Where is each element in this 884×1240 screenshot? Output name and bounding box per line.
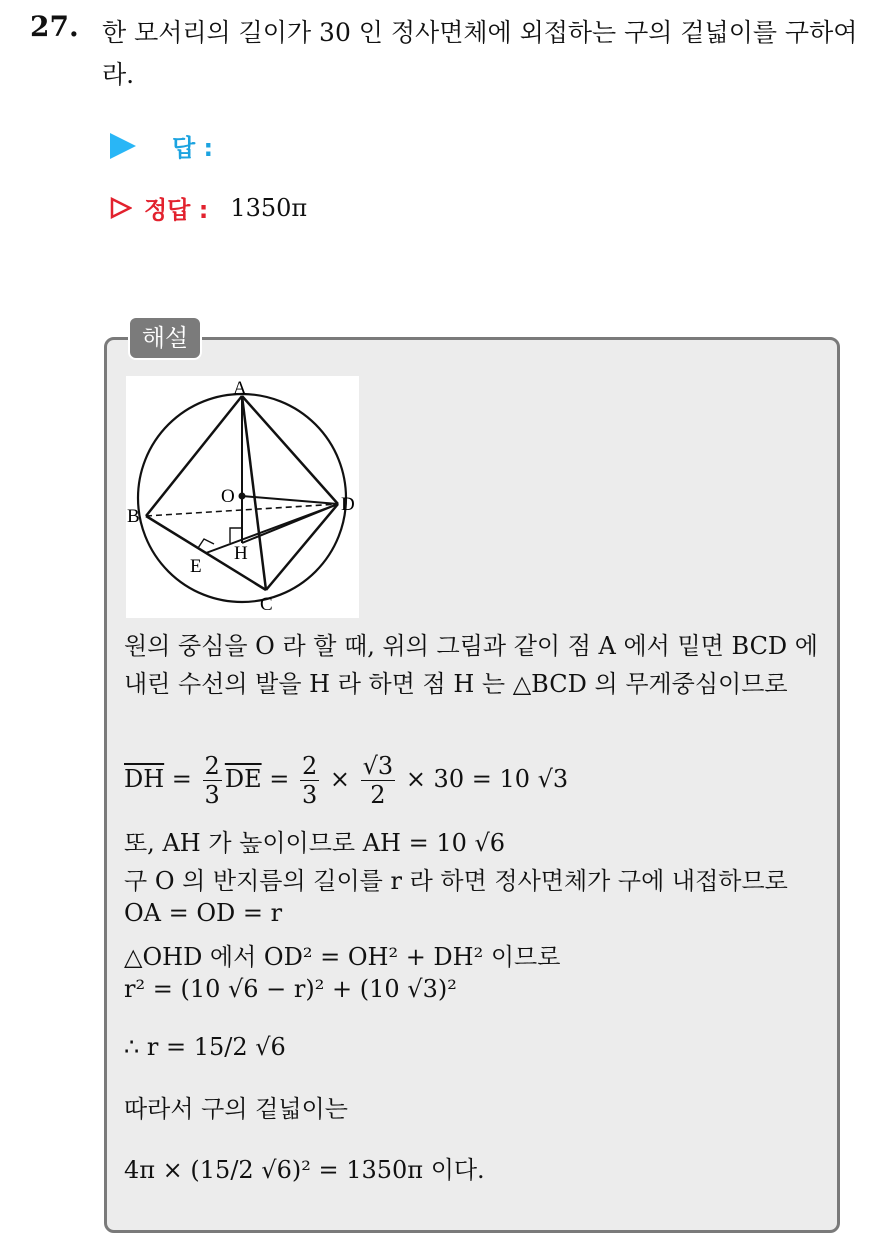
equation-line: r² = (10 √6 − r)² + (10 √3)² [124, 975, 457, 1003]
correct-answer-label: 정답 : [144, 196, 209, 224]
correct-answer-row [110, 190, 307, 225]
label-c: C [260, 594, 273, 615]
label-h: H [234, 543, 248, 564]
ah-line: 또, AH 가 높이이므로 AH = 10 √6 [124, 829, 506, 857]
explanation-paragraph: 원의 중심을 O 라 할 때, 위의 그림과 같이 점 A 에서 밑면 BCD 에 내린 수선의 발을 H 라 하면 점 H 는 △BCD 의 무게중심이므로 [124, 632, 818, 698]
radius-line: 구 O 의 반지름의 길이를 r 라 하면 정사면체가 구에 내접하므로 [124, 867, 788, 895]
r-result-line: ∴ r = 15/2 √6 [124, 1033, 286, 1061]
question-number: 27. [30, 10, 79, 43]
outline-arrow-icon [110, 197, 132, 219]
question-text: 한 모서리의 길이가 30 인 정사면체에 외접하는 구의 겉넓이를 구하여라. [102, 18, 858, 89]
label-d: D [341, 494, 355, 515]
therefore-line: 따라서 구의 겉넓이는 [124, 1095, 348, 1123]
tetrahedron-figure [126, 376, 359, 618]
label-b: B [127, 506, 140, 527]
oa-line: OA = OD = r [124, 899, 283, 927]
label-e: E [190, 556, 202, 577]
label-o: O [221, 486, 235, 507]
correct-answer-value: 1350π [230, 193, 308, 222]
ohd-line: △OHD 에서 OD² = OH² + DH² 이므로 [124, 943, 561, 971]
dh-equation: $\overline{DH}$ = $\frac{2}{3}$ $\overline{DE}$ = $\frac{2}{3}$ × $\frac{√3}{2}$ × 30 = 10 √3 [124, 752, 569, 809]
explanation-tag: 해설 [128, 316, 202, 360]
answer-row [110, 128, 213, 163]
final-line: 4π × (15/2 √6)² = 1350π 이다. [124, 1156, 485, 1184]
answer-label: 답 : [172, 134, 214, 162]
play-arrow-icon [110, 133, 136, 159]
label-a: A [233, 378, 247, 399]
